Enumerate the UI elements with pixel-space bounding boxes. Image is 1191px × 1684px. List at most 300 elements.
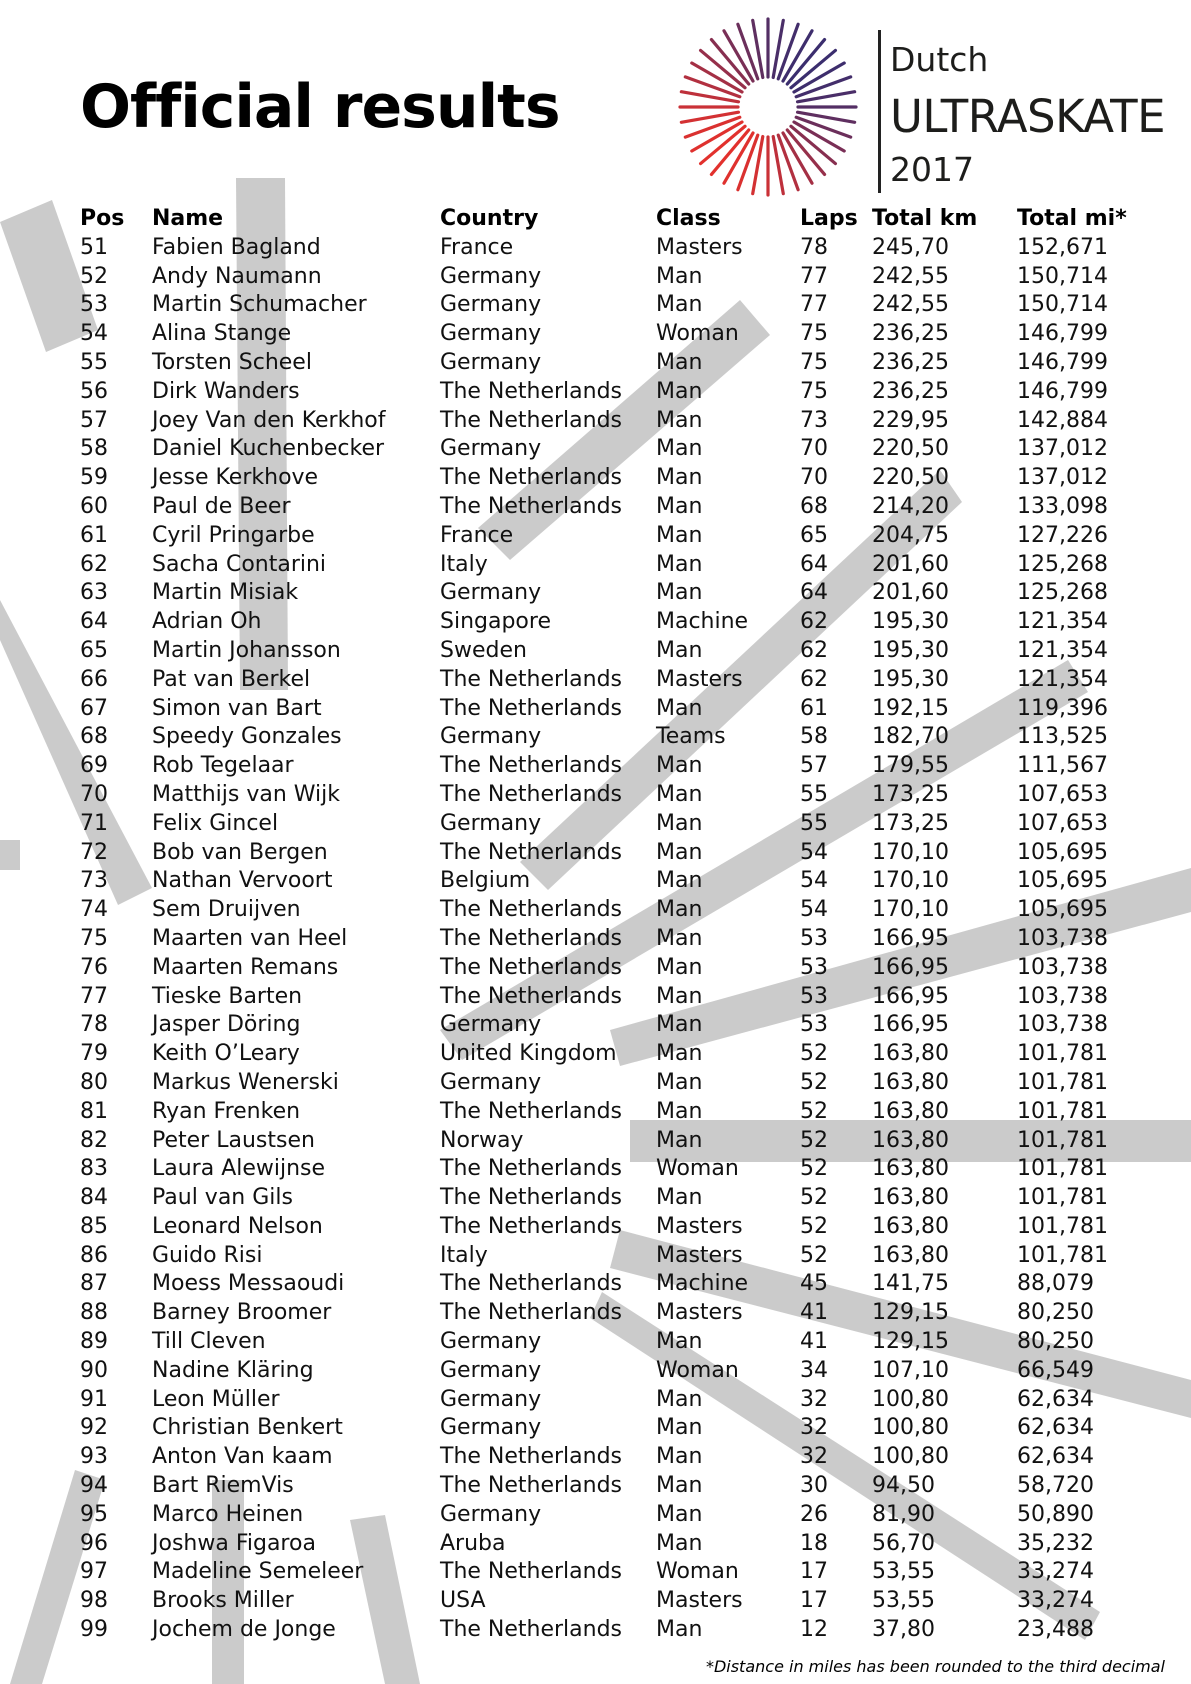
cell-name: Till Cleven: [152, 1329, 266, 1355]
logo-text-year: 2017: [890, 150, 974, 189]
cell-total-mi: 105,695: [1017, 868, 1108, 894]
table-row: [80, 1443, 1140, 1472]
cell-country: The Netherlands: [440, 1098, 623, 1124]
cell-class: Woman: [656, 1357, 739, 1383]
table-row: [80, 1472, 1140, 1501]
cell-laps: 54: [800, 868, 828, 894]
cell-name: Martin Johansson: [152, 637, 341, 663]
cell-country: The Netherlands: [440, 1559, 623, 1585]
cell-laps: 58: [800, 724, 828, 750]
table-row: [80, 983, 1140, 1012]
cell-class: Man: [656, 465, 703, 491]
cell-country: The Netherlands: [440, 925, 623, 951]
table-row: [80, 1299, 1140, 1328]
cell-name: Alina Stange: [152, 321, 292, 347]
cell-total-km: 163,80: [872, 1156, 949, 1182]
table-row: [80, 695, 1140, 724]
cell-total-km: 37,80: [872, 1617, 935, 1643]
table-row: [80, 435, 1140, 464]
cell-pos: 90: [80, 1357, 108, 1383]
cell-laps: 32: [800, 1415, 828, 1441]
cell-name: Martin Misiak: [152, 580, 299, 606]
cell-laps: 62: [800, 666, 828, 692]
cell-class: Woman: [656, 1156, 739, 1182]
cell-class: Machine: [656, 609, 749, 635]
cell-laps: 30: [800, 1473, 828, 1499]
cell-total-mi: 127,226: [1017, 522, 1108, 548]
cell-total-mi: 142,884: [1017, 407, 1108, 433]
cell-country: USA: [440, 1588, 486, 1614]
cell-class: Man: [656, 810, 703, 836]
table-row: [80, 637, 1140, 666]
cell-pos: 84: [80, 1185, 108, 1211]
cell-country: Germany: [440, 1501, 542, 1527]
cell-total-mi: 107,653: [1017, 810, 1108, 836]
cell-laps: 78: [800, 234, 828, 260]
table-row: [80, 839, 1140, 868]
cell-pos: 85: [80, 1213, 108, 1239]
header-class: Class: [656, 206, 721, 231]
cell-class: Masters: [656, 1300, 743, 1326]
cell-name: Peter Laustsen: [152, 1127, 315, 1153]
cell-total-km: 201,60: [872, 551, 949, 577]
cell-total-km: 229,95: [872, 407, 949, 433]
cell-laps: 26: [800, 1501, 828, 1527]
cell-class: Man: [656, 493, 703, 519]
cell-pos: 81: [80, 1098, 108, 1124]
cell-pos: 70: [80, 781, 108, 807]
cell-total-mi: 62,634: [1017, 1415, 1094, 1441]
cell-laps: 53: [800, 983, 828, 1009]
cell-laps: 12: [800, 1617, 828, 1643]
cell-country: Norway: [440, 1127, 524, 1153]
cell-name: Ryan Frenken: [152, 1098, 301, 1124]
cell-pos: 78: [80, 1012, 108, 1038]
cell-total-km: 242,55: [872, 263, 949, 289]
cell-total-km: 214,20: [872, 493, 949, 519]
table-row: [80, 781, 1140, 810]
cell-total-km: 163,80: [872, 1127, 949, 1153]
cell-total-mi: 125,268: [1017, 551, 1108, 577]
cell-class: Man: [656, 753, 703, 779]
cell-country: The Netherlands: [440, 839, 623, 865]
cell-name: Madeline Semeleer: [152, 1559, 364, 1585]
cell-class: Man: [656, 1041, 703, 1067]
cell-class: Man: [656, 1386, 703, 1412]
table-row: [80, 608, 1140, 637]
cell-country: Belgium: [440, 868, 531, 894]
cell-class: Man: [656, 954, 703, 980]
cell-name: Pat van Berkel: [152, 666, 311, 692]
table-row: [80, 896, 1140, 925]
table-row: [80, 1616, 1140, 1645]
table-row: [80, 1587, 1140, 1616]
cell-name: Martin Schumacher: [152, 292, 367, 318]
cell-pos: 80: [80, 1069, 108, 1095]
cell-total-mi: 121,354: [1017, 637, 1108, 663]
cell-laps: 75: [800, 321, 828, 347]
cell-name: Nathan Vervoort: [152, 868, 333, 894]
cell-total-mi: 103,738: [1017, 954, 1108, 980]
cell-total-mi: 121,354: [1017, 609, 1108, 635]
cell-class: Man: [656, 263, 703, 289]
table-row: [80, 1040, 1140, 1069]
header-laps: Laps: [800, 206, 858, 231]
header-pos: Pos: [80, 206, 125, 231]
cell-total-mi: 150,714: [1017, 292, 1108, 318]
cell-class: Man: [656, 1069, 703, 1095]
cell-pos: 82: [80, 1127, 108, 1153]
table-row: [80, 810, 1140, 839]
table-row: [80, 1558, 1140, 1587]
table-row: [80, 579, 1140, 608]
cell-total-km: 179,55: [872, 753, 949, 779]
cell-total-km: 163,80: [872, 1069, 949, 1095]
results-body: [80, 234, 1140, 1645]
cell-country: The Netherlands: [440, 666, 623, 692]
cell-pos: 93: [80, 1444, 108, 1470]
cell-country: Germany: [440, 292, 542, 318]
cell-total-km: 173,25: [872, 781, 949, 807]
table-row: [80, 666, 1140, 695]
cell-total-km: 129,15: [872, 1300, 949, 1326]
cell-total-km: 100,80: [872, 1386, 949, 1412]
cell-name: Paul de Beer: [152, 493, 291, 519]
table-row: [80, 954, 1140, 983]
cell-class: Teams: [656, 724, 726, 750]
cell-total-mi: 62,634: [1017, 1386, 1094, 1412]
cell-pos: 92: [80, 1415, 108, 1441]
cell-name: Guido Risi: [152, 1242, 263, 1268]
cell-pos: 99: [80, 1617, 108, 1643]
cell-country: The Netherlands: [440, 753, 623, 779]
cell-country: The Netherlands: [440, 897, 623, 923]
cell-laps: 52: [800, 1127, 828, 1153]
cell-laps: 64: [800, 551, 828, 577]
cell-laps: 53: [800, 954, 828, 980]
cell-pos: 61: [80, 522, 108, 548]
cell-country: The Netherlands: [440, 407, 623, 433]
cell-country: The Netherlands: [440, 1444, 623, 1470]
cell-laps: 55: [800, 781, 828, 807]
cell-name: Speedy Gonzales: [152, 724, 342, 750]
table-row: [80, 1155, 1140, 1184]
cell-laps: 32: [800, 1444, 828, 1470]
cell-name: Tieske Barten: [152, 983, 303, 1009]
cell-total-mi: 101,781: [1017, 1242, 1108, 1268]
cell-pos: 69: [80, 753, 108, 779]
cell-pos: 74: [80, 897, 108, 923]
cell-total-mi: 146,799: [1017, 349, 1108, 375]
cell-class: Man: [656, 1617, 703, 1643]
cell-name: Leon Müller: [152, 1386, 280, 1412]
sunburst-logo-icon: [668, 12, 868, 202]
cell-country: Germany: [440, 1386, 542, 1412]
cell-name: Laura Alewijnse: [152, 1156, 326, 1182]
cell-class: Masters: [656, 1213, 743, 1239]
cell-total-mi: 137,012: [1017, 465, 1108, 491]
cell-name: Jesse Kerkhove: [152, 465, 319, 491]
cell-country: Germany: [440, 580, 542, 606]
cell-laps: 54: [800, 839, 828, 865]
cell-name: Rob Tegelaar: [152, 753, 294, 779]
cell-name: Paul van Gils: [152, 1185, 293, 1211]
cell-total-km: 141,75: [872, 1271, 949, 1297]
cell-class: Man: [656, 637, 703, 663]
cell-total-km: 245,70: [872, 234, 949, 260]
cell-name: Sem Druijven: [152, 897, 301, 923]
cell-laps: 75: [800, 378, 828, 404]
cell-pos: 53: [80, 292, 108, 318]
cell-total-mi: 125,268: [1017, 580, 1108, 606]
cell-total-mi: 23,488: [1017, 1617, 1094, 1643]
cell-laps: 77: [800, 292, 828, 318]
table-row: [80, 522, 1140, 551]
cell-laps: 73: [800, 407, 828, 433]
cell-total-mi: 80,250: [1017, 1300, 1094, 1326]
logo-divider: [878, 30, 881, 193]
table-row: [80, 723, 1140, 752]
cell-country: Germany: [440, 321, 542, 347]
table-row: [80, 867, 1140, 896]
cell-name: Bob van Bergen: [152, 839, 328, 865]
table-row: [80, 1011, 1140, 1040]
cell-country: Sweden: [440, 637, 527, 663]
cell-pos: 59: [80, 465, 108, 491]
cell-total-km: 195,30: [872, 609, 949, 635]
cell-class: Masters: [656, 1588, 743, 1614]
results-table: [80, 205, 1140, 1645]
cell-class: Man: [656, 580, 703, 606]
cell-class: Man: [656, 1012, 703, 1038]
cell-country: Aruba: [440, 1530, 506, 1556]
cell-country: The Netherlands: [440, 1185, 623, 1211]
cell-pos: 94: [80, 1473, 108, 1499]
cell-name: Felix Gincel: [152, 810, 279, 836]
cell-laps: 64: [800, 580, 828, 606]
cell-name: Christian Benkert: [152, 1415, 343, 1441]
cell-total-mi: 33,274: [1017, 1559, 1094, 1585]
cell-laps: 61: [800, 695, 828, 721]
header-total-mi: Total mi*: [1017, 206, 1127, 231]
cell-total-mi: 58,720: [1017, 1473, 1094, 1499]
cell-pos: 57: [80, 407, 108, 433]
cell-country: Germany: [440, 1012, 542, 1038]
cell-country: Germany: [440, 1357, 542, 1383]
cell-class: Masters: [656, 666, 743, 692]
cell-laps: 34: [800, 1357, 828, 1383]
cell-pos: 77: [80, 983, 108, 1009]
cell-total-km: 220,50: [872, 465, 949, 491]
cell-total-km: 94,50: [872, 1473, 935, 1499]
table-row: [80, 378, 1140, 407]
cell-total-km: 166,95: [872, 925, 949, 951]
cell-country: Singapore: [440, 609, 551, 635]
cell-total-mi: 152,671: [1017, 234, 1108, 260]
cell-total-mi: 101,781: [1017, 1156, 1108, 1182]
cell-class: Man: [656, 695, 703, 721]
cell-name: Fabien Bagland: [152, 234, 321, 260]
cell-country: Germany: [440, 436, 542, 462]
cell-class: Man: [656, 868, 703, 894]
cell-total-mi: 111,567: [1017, 753, 1108, 779]
table-row: [80, 1386, 1140, 1415]
cell-pos: 54: [80, 321, 108, 347]
cell-laps: 53: [800, 1012, 828, 1038]
cell-country: The Netherlands: [440, 781, 623, 807]
cell-name: Barney Broomer: [152, 1300, 332, 1326]
cell-name: Marco Heinen: [152, 1501, 304, 1527]
cell-class: Man: [656, 1530, 703, 1556]
cell-laps: 17: [800, 1559, 828, 1585]
cell-total-mi: 101,781: [1017, 1127, 1108, 1153]
cell-class: Man: [656, 781, 703, 807]
cell-pos: 56: [80, 378, 108, 404]
cell-laps: 68: [800, 493, 828, 519]
cell-total-km: 170,10: [872, 868, 949, 894]
cell-total-mi: 50,890: [1017, 1501, 1094, 1527]
cell-total-km: 163,80: [872, 1185, 949, 1211]
cell-class: Masters: [656, 1242, 743, 1268]
cell-name: Leonard Nelson: [152, 1213, 323, 1239]
cell-country: France: [440, 522, 514, 548]
cell-pos: 91: [80, 1386, 108, 1412]
header-country: Country: [440, 206, 539, 231]
cell-class: Man: [656, 349, 703, 375]
cell-laps: 41: [800, 1300, 828, 1326]
cell-name: Moess Messaoudi: [152, 1271, 345, 1297]
cell-pos: 51: [80, 234, 108, 260]
cell-laps: 45: [800, 1271, 828, 1297]
cell-total-km: 163,80: [872, 1041, 949, 1067]
cell-pos: 72: [80, 839, 108, 865]
cell-total-mi: 146,799: [1017, 321, 1108, 347]
cell-country: The Netherlands: [440, 1213, 623, 1239]
cell-total-km: 192,15: [872, 695, 949, 721]
cell-class: Man: [656, 897, 703, 923]
footnote: *Distance in miles has been rounded to the third decimal: [705, 1657, 1165, 1676]
page-title: Official results: [80, 72, 560, 142]
cell-name: Jochem de Jonge: [152, 1617, 336, 1643]
cell-name: Matthijs van Wijk: [152, 781, 341, 807]
cell-class: Man: [656, 1127, 703, 1153]
cell-class: Man: [656, 925, 703, 951]
cell-total-mi: 33,274: [1017, 1588, 1094, 1614]
table-row: [80, 1127, 1140, 1156]
cell-laps: 52: [800, 1242, 828, 1268]
cell-name: Brooks Miller: [152, 1588, 294, 1614]
cell-total-km: 56,70: [872, 1530, 935, 1556]
cell-pos: 89: [80, 1329, 108, 1355]
cell-total-mi: 137,012: [1017, 436, 1108, 462]
table-row: [80, 1501, 1140, 1530]
cell-total-km: 129,15: [872, 1329, 949, 1355]
cell-class: Man: [656, 378, 703, 404]
cell-total-km: 220,50: [872, 436, 949, 462]
cell-total-km: 170,10: [872, 897, 949, 923]
table-row: [80, 551, 1140, 580]
cell-pos: 96: [80, 1530, 108, 1556]
cell-country: The Netherlands: [440, 1300, 623, 1326]
cell-pos: 87: [80, 1271, 108, 1297]
cell-total-km: 236,25: [872, 349, 949, 375]
cell-total-mi: 103,738: [1017, 983, 1108, 1009]
cell-class: Man: [656, 1185, 703, 1211]
cell-total-mi: 103,738: [1017, 1012, 1108, 1038]
cell-laps: 18: [800, 1530, 828, 1556]
cell-country: The Netherlands: [440, 695, 623, 721]
cell-name: Dirk Wanders: [152, 378, 300, 404]
cell-total-km: 195,30: [872, 637, 949, 663]
cell-total-mi: 105,695: [1017, 839, 1108, 865]
cell-laps: 57: [800, 753, 828, 779]
table-row: [80, 1069, 1140, 1098]
cell-name: Maarten van Heel: [152, 925, 348, 951]
event-logo: [668, 12, 1183, 202]
cell-pos: 65: [80, 637, 108, 663]
cell-pos: 73: [80, 868, 108, 894]
cell-total-mi: 35,232: [1017, 1530, 1094, 1556]
cell-pos: 76: [80, 954, 108, 980]
cell-total-mi: 103,738: [1017, 925, 1108, 951]
cell-total-mi: 101,781: [1017, 1185, 1108, 1211]
cell-total-mi: 146,799: [1017, 378, 1108, 404]
cell-class: Man: [656, 436, 703, 462]
cell-total-mi: 101,781: [1017, 1098, 1108, 1124]
cell-class: Man: [656, 1415, 703, 1441]
cell-pos: 97: [80, 1559, 108, 1585]
cell-total-km: 201,60: [872, 580, 949, 606]
logo-text-dutch: Dutch: [890, 40, 989, 79]
cell-country: The Netherlands: [440, 1156, 623, 1182]
cell-laps: 54: [800, 897, 828, 923]
cell-pos: 60: [80, 493, 108, 519]
cell-laps: 52: [800, 1156, 828, 1182]
cell-laps: 32: [800, 1386, 828, 1412]
table-row: [80, 349, 1140, 378]
cell-country: United Kingdom: [440, 1041, 617, 1067]
cell-class: Man: [656, 983, 703, 1009]
cell-laps: 75: [800, 349, 828, 375]
table-row: [80, 320, 1140, 349]
cell-laps: 52: [800, 1041, 828, 1067]
cell-pos: 71: [80, 810, 108, 836]
cell-pos: 86: [80, 1242, 108, 1268]
cell-total-mi: 101,781: [1017, 1069, 1108, 1095]
cell-country: Germany: [440, 1069, 542, 1095]
cell-laps: 52: [800, 1213, 828, 1239]
cell-pos: 79: [80, 1041, 108, 1067]
cell-name: Sacha Contarini: [152, 551, 327, 577]
cell-class: Woman: [656, 1559, 739, 1585]
cell-pos: 83: [80, 1156, 108, 1182]
cell-pos: 62: [80, 551, 108, 577]
cell-laps: 53: [800, 925, 828, 951]
header-total-km: Total km: [872, 206, 978, 231]
cell-total-km: 163,80: [872, 1098, 949, 1124]
cell-name: Jasper Döring: [152, 1012, 301, 1038]
cell-total-km: 236,25: [872, 378, 949, 404]
cell-country: Germany: [440, 1329, 542, 1355]
cell-class: Masters: [656, 234, 743, 260]
cell-total-km: 81,90: [872, 1501, 935, 1527]
cell-class: Man: [656, 1329, 703, 1355]
cell-country: Germany: [440, 810, 542, 836]
cell-total-mi: 105,695: [1017, 897, 1108, 923]
cell-name: Anton Van kaam: [152, 1444, 333, 1470]
cell-name: Markus Wenerski: [152, 1069, 339, 1095]
cell-pos: 68: [80, 724, 108, 750]
